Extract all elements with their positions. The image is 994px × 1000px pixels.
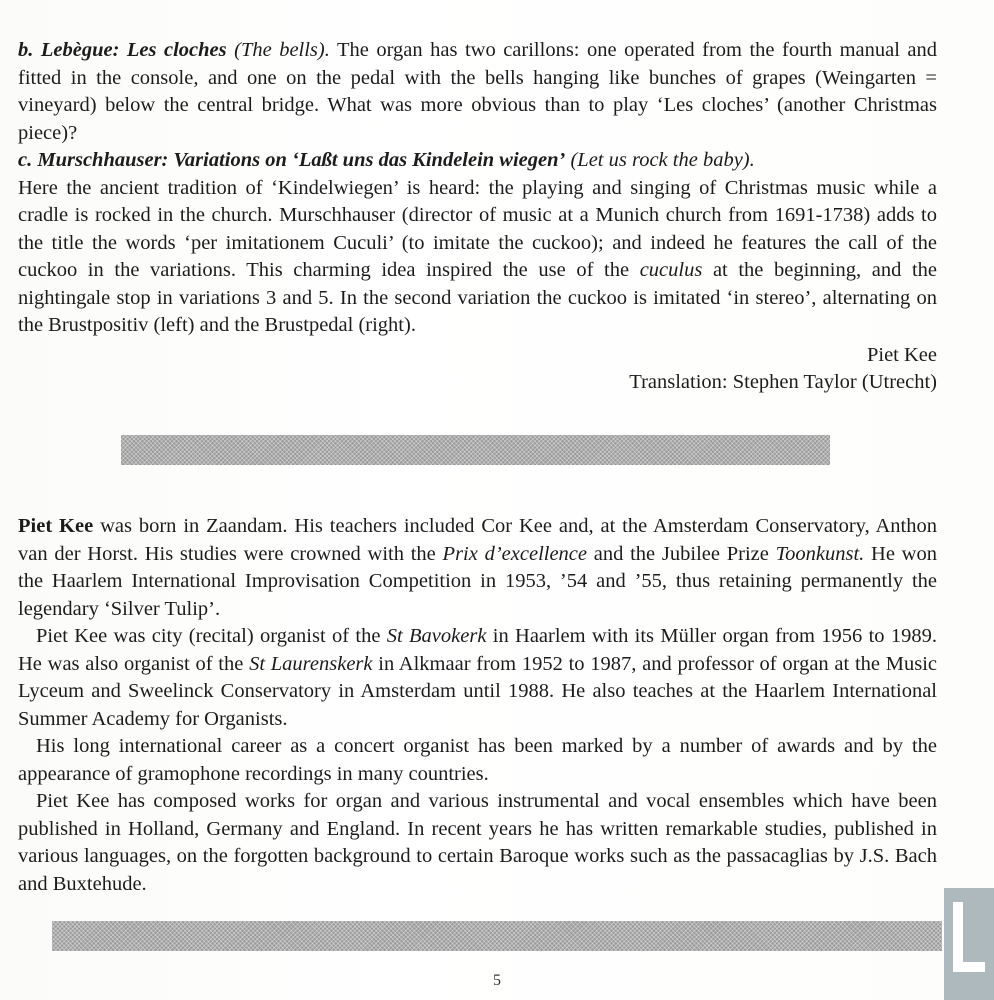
item-b-heading: Lebègue: Les cloches — [40, 39, 227, 61]
separator-bar-bottom — [52, 921, 942, 951]
signature-author: Piet Kee — [866, 343, 937, 366]
bio-laurenskerk: St Laurenskerk — [249, 652, 373, 675]
bio-toonkunst: Toonkunst. — [775, 542, 865, 565]
item-c-cuculus: cuculus — [639, 259, 703, 281]
bio-p2-text-a: Piet Kee was city (recital) organist of the — [36, 625, 387, 647]
bio-p2-text-b: in Haarlem with its Müller organ from 1956 to 1989. He was also organist of the — [18, 625, 937, 675]
item-c-body-2: at the beginning, and the nightingale stop in variations 3 and 5. In the second variation the cuckoo is imitated ‘in stereo’, alternating on the Brustpositiv (left) and the Brustpedal (right). — [18, 259, 937, 336]
bio-p1-text-b: and the Jubilee Prize — [587, 542, 776, 565]
bio-paragraph-2 — [18, 623, 937, 733]
item-b-label: b. — [18, 39, 34, 61]
item-b-body: The organ has two carillons: one operated from the fourth manual and fitted in the console, and one on the pedal with the bells hanging like bunches of grapes (Weingarten = vineyard) below the central bridge. What was more obvious than to play ‘Les cloches’ (another Christmas piece)? — [18, 39, 938, 144]
bio-p1-text-c: He won the Haarlem International Improvisation Competition in 1953, ’54 and ’55, thus retaining permanently the legendary ‘Silver Tulip’. — [18, 542, 937, 620]
item-c-subtitle: (Let us rock the baby). — [570, 149, 755, 171]
bio-paragraph-3: His long international career as a concert organist has been marked by a number of awards and by the appearance of gramophone recordings in many countries. — [18, 735, 937, 785]
signature-translation: Translation: Stephen Taylor (Utrecht) — [629, 371, 937, 393]
item-c-body-1: Here the ancient tradition of ‘Kindelwiegen’ is heard: the playing and singing of Christmas music while a cradle is rocked in the church. Murschhauser (director of music at a Munich church from 1691-1738) adds to the title the words ‘per imitationem Cuculi’ (to imitate the cuckoo); and indeed he features the call of the cuckoo in the variations. This charming idea inspired the use of the — [18, 176, 937, 281]
bio-paragraph-1 — [18, 513, 937, 623]
item-b-subtitle: (The bells). — [234, 39, 330, 61]
biography — [18, 513, 937, 898]
item-c-body — [18, 175, 937, 340]
bio-paragraph-4: Piet Kee has composed works for organ and various instrumental and vocal ensembles which have been published in Holland, Germany and England. In recent years he has written remarkable studies, published in various languages, on the forgotten background to certain Baroque works such as the passacaglias by J.S. Bach and Buxtehude. — [18, 790, 937, 895]
bio-p2-text-c: in Alkmaar from 1952 to 1987, and professor of organ at the Music Lyceum and Sweelinck Conservatory in Amsterdam until 1988. He also teaches at the Haarlem International Summer Academy for Organists. — [18, 652, 937, 730]
item-c-label: c. — [18, 149, 33, 171]
separator-bar-top — [121, 435, 830, 465]
liner-notes-top — [18, 37, 937, 397]
item-c-heading: Murschhauser: Variations on ‘Laßt uns das Kindelein wiegen’ — [37, 149, 566, 171]
bio-p1-text-a: was born in Zaandam. His teachers included Cor Kee and, at the Amsterdam Conservatory, Anthon van der Horst. His studies were crowned with the — [18, 515, 937, 565]
bio-name: Piet Kee — [18, 515, 94, 537]
item-c-heading-line — [18, 147, 937, 175]
bio-prix: Prix d’excellence — [442, 542, 588, 565]
page-number: 5 — [493, 972, 501, 989]
bio-bavokerk: St Bavokerk — [386, 625, 487, 647]
l-logo-icon — [953, 902, 985, 972]
item-b-paragraph — [18, 37, 937, 147]
